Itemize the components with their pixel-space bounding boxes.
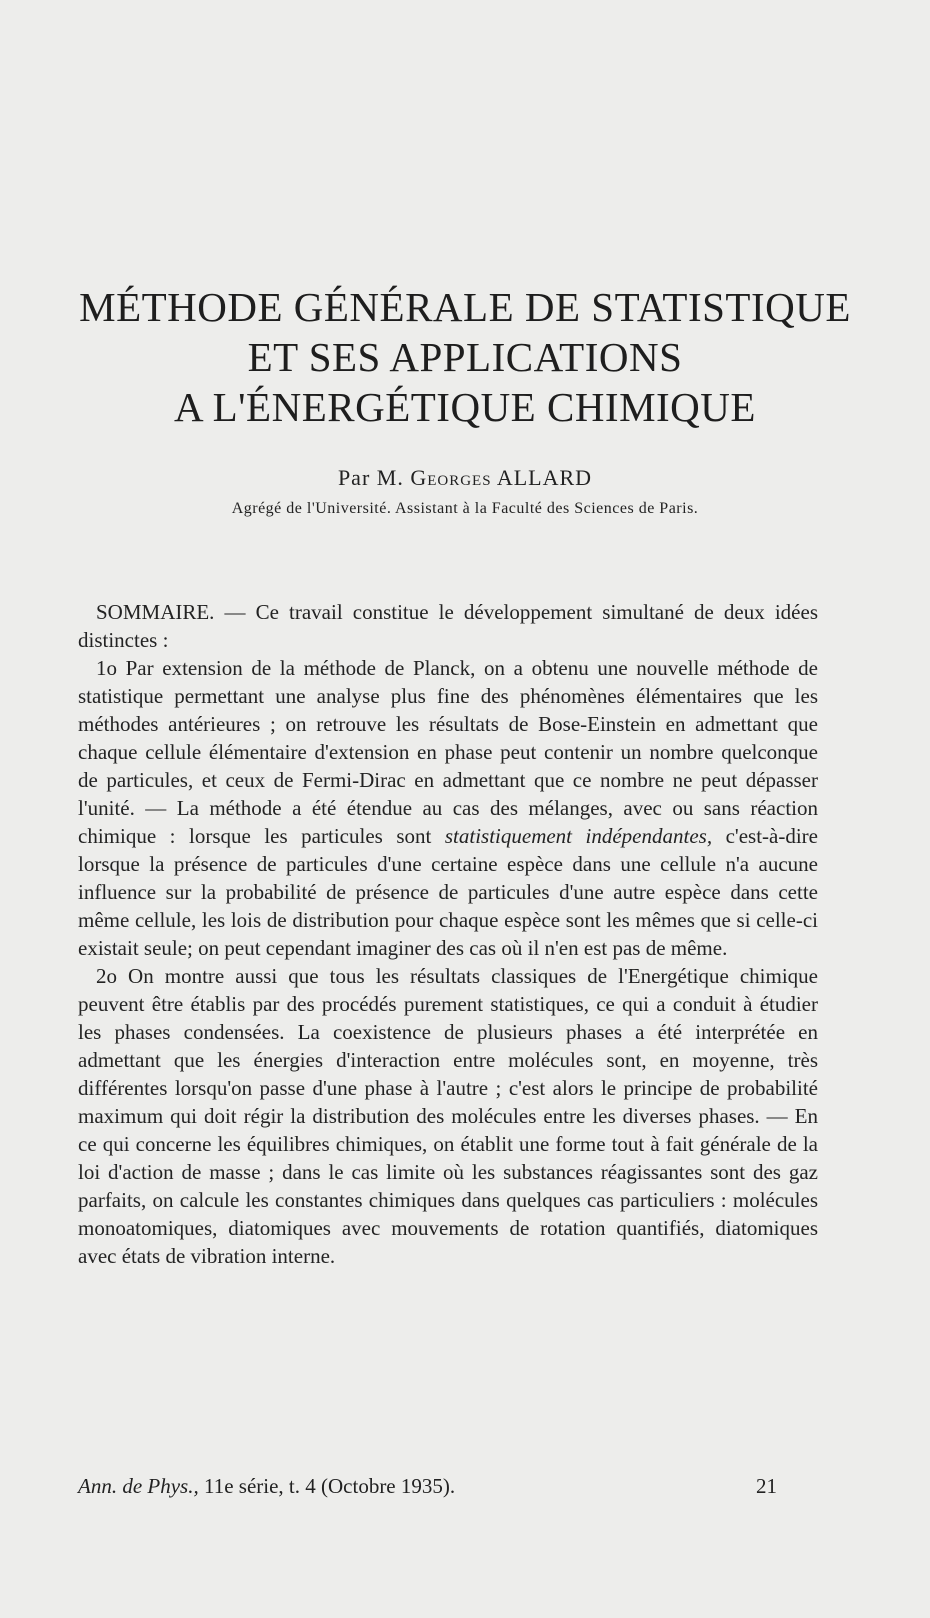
author-affiliation: Agrégé de l'Université. Assistant à la Faculté des Sciences de Paris.: [231, 500, 699, 517]
paragraph-1-emphasis: statistiquement indépendantes,: [444, 824, 713, 848]
title-line-1: MÉTHODE GÉNÉRALE DE STATISTIQUE: [79, 284, 851, 330]
article-title: [40, 282, 890, 432]
abstract-paragraph-1: [78, 654, 818, 962]
author-prefix: Par M.: [337, 465, 411, 490]
title-line-3: A L'ÉNERGÉTIQUE CHIMIQUE: [174, 384, 756, 430]
page-number: 21: [756, 1474, 777, 1498]
author-first-name: Georges: [410, 465, 492, 490]
author-surname: ALLARD: [491, 465, 593, 490]
abstract-paragraph-2: 2o On montre aussi que tous les résultats classiques de l'Energétique chimique peuvent être établis par des procédés purement statistiques, ce qui a conduit à étudier les phases condensées. La coexistence de plusieurs phases a été interprétée en admettant que les énergies d'interaction entre molécules sont, en moyenne, très différentes lorsqu'on passe d'une phase à l'autre ; c'est alors le principe de probabilité maximum qui doit régir la distribution des molécules entre les diverses phases. — En ce qui concerne les équilibres chimiques, on établit une forme tout à fait générale de la loi d'action de masse ; dans le cas limite où les substances réagissantes sont des gaz parfaits, on calcule les constantes chimiques dans quelques cas particuliers : molécules monoatomiques, diatomiques avec mouvements de rotation quantifiés, diatomiques avec états de vibration interne.: [78, 964, 818, 1268]
journal-citation: [78, 1472, 778, 1500]
paragraph-1-text-a: 1o Par extension de la méthode de Planck, on a obtenu une nouvelle méthode de statistique permettant une analyse plus fine des phénomènes élémentaires que les méthodes antérieures ; on retrouve les résultats de Bose-Einstein en admettant que chaque cellule élémentaire d'extension en phase peut contenir un nombre quelconque de particules, et ceux de Fermi-Dirac en admettant que ce nombre ne peut dépasser l'unité. — La méthode a été étendue au cas des mélanges, avec ou sans réaction chimique : lorsque les particules sont: [78, 656, 818, 848]
paragraph-1-text-b: c'est-à-dire lorsque la présence de particules d'une certaine espèce dans une cellule n'a aucune influence sur la probabilité de présence de particules d'une autre espèce dans cette même cellule, les lois de distribution pour chaque espèce sont les mêmes que si celle-ci existait seule; on peut cependant imaginer des cas où il n'en est pas de même.: [78, 824, 818, 960]
journal-name: Ann. de Phys.,: [78, 1474, 199, 1498]
abstract-paragraph-intro: SOMMAIRE. — Ce travail constitue le développement simultané de deux idées distinctes :: [78, 600, 818, 652]
abstract-body: [78, 598, 818, 1270]
journal-details: 11e série, t. 4 (Octobre 1935).: [198, 1474, 456, 1498]
author-line: [0, 465, 930, 491]
title-line-2: ET SES APPLICATIONS: [247, 334, 683, 380]
